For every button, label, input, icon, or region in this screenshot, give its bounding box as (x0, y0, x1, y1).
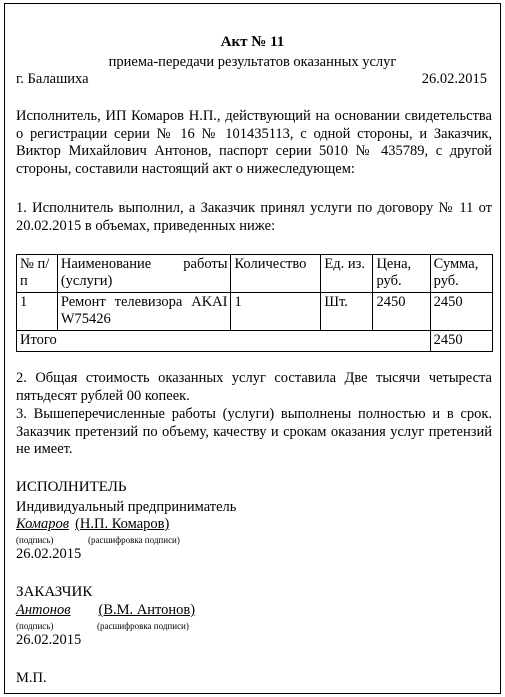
customer-heading: ЗАКАЗЧИК (16, 584, 93, 600)
header-unit: Ед. из. (321, 255, 373, 293)
executor-signature-line (16, 516, 169, 533)
customer-signature: Антонов (16, 602, 71, 618)
row-name: Ремонт телевизора AKAI W75426 (57, 293, 231, 331)
act-title: Акт № 11 (220, 34, 285, 50)
row-sum: 2450 (430, 293, 492, 331)
services-table (16, 254, 493, 352)
executor-decoding: (Н.П. Комаров) (75, 516, 170, 532)
executor-signature: Комаров (16, 516, 70, 532)
row-num: 1 (17, 293, 58, 331)
total-label: Итого (17, 331, 431, 352)
executor-caption-sign: (подпись) (16, 535, 54, 545)
act-subtitle: приема-передачи результатов оказанных услуг (108, 54, 397, 70)
total-value: 2450 (430, 331, 492, 352)
executor-date: 26.02.2015 (16, 546, 82, 562)
executor-caption-decode: (расшифровка подписи) (88, 535, 180, 545)
item-2-paragraph: 2. Общая стоимость оказанных услуг составила Две тысячи четыреста пятьдесят рублей 00 копеек. (16, 370, 492, 404)
item-3-paragraph: 3. Вышеперечисленные работы (услуги) выполнены полностью и в срок. Заказчик претензий по объему, качеству и срокам оказания услуг претензий не имеет. (16, 406, 492, 457)
item-1-paragraph: 1. Исполнитель выполнил, а Заказчик принял услуги по договору № 11 от 20.02.2015 в объемах, приведенных ниже: (16, 200, 492, 234)
customer-date: 26.02.2015 (16, 632, 82, 648)
table-row (17, 293, 493, 331)
header-price: Цена, руб. (373, 255, 430, 293)
header-qty: Количество (231, 255, 321, 293)
row-qty: 1 (231, 293, 321, 331)
header-sum: Сумма, руб. (430, 255, 492, 293)
act-date: 26.02.2015 (421, 71, 487, 87)
customer-signature-line (16, 602, 195, 619)
header-name: Наименование работы (услуги) (57, 255, 231, 293)
table-total-row (17, 331, 493, 352)
header-num: № п/п (17, 255, 58, 293)
customer-caption-sign: (подпись) (16, 621, 54, 631)
customer-caption-decode: (расшифровка подписи) (97, 621, 189, 631)
row-unit: Шт. (321, 293, 373, 331)
intro-paragraph: Исполнитель, ИП Комаров Н.П., действующий на основании свидетельства о регистрации серии № 16 № 101435113, с одной стороны, и Заказчик, Виктор Михайлович Антонов, паспорт серии 5010 № 435789, с другой стороны, составили настоящий акт о нижеследующем: (16, 108, 492, 177)
document-page (4, 3, 501, 694)
executor-heading: ИСПОЛНИТЕЛЬ (16, 479, 127, 495)
customer-decoding: (В.М. Антонов) (98, 602, 196, 618)
stamp-label: М.П. (16, 670, 47, 686)
city: г. Балашиха (16, 71, 89, 87)
row-price: 2450 (373, 293, 430, 331)
table-header-row (17, 255, 493, 293)
executor-role: Индивидуальный предприниматель (16, 499, 237, 515)
